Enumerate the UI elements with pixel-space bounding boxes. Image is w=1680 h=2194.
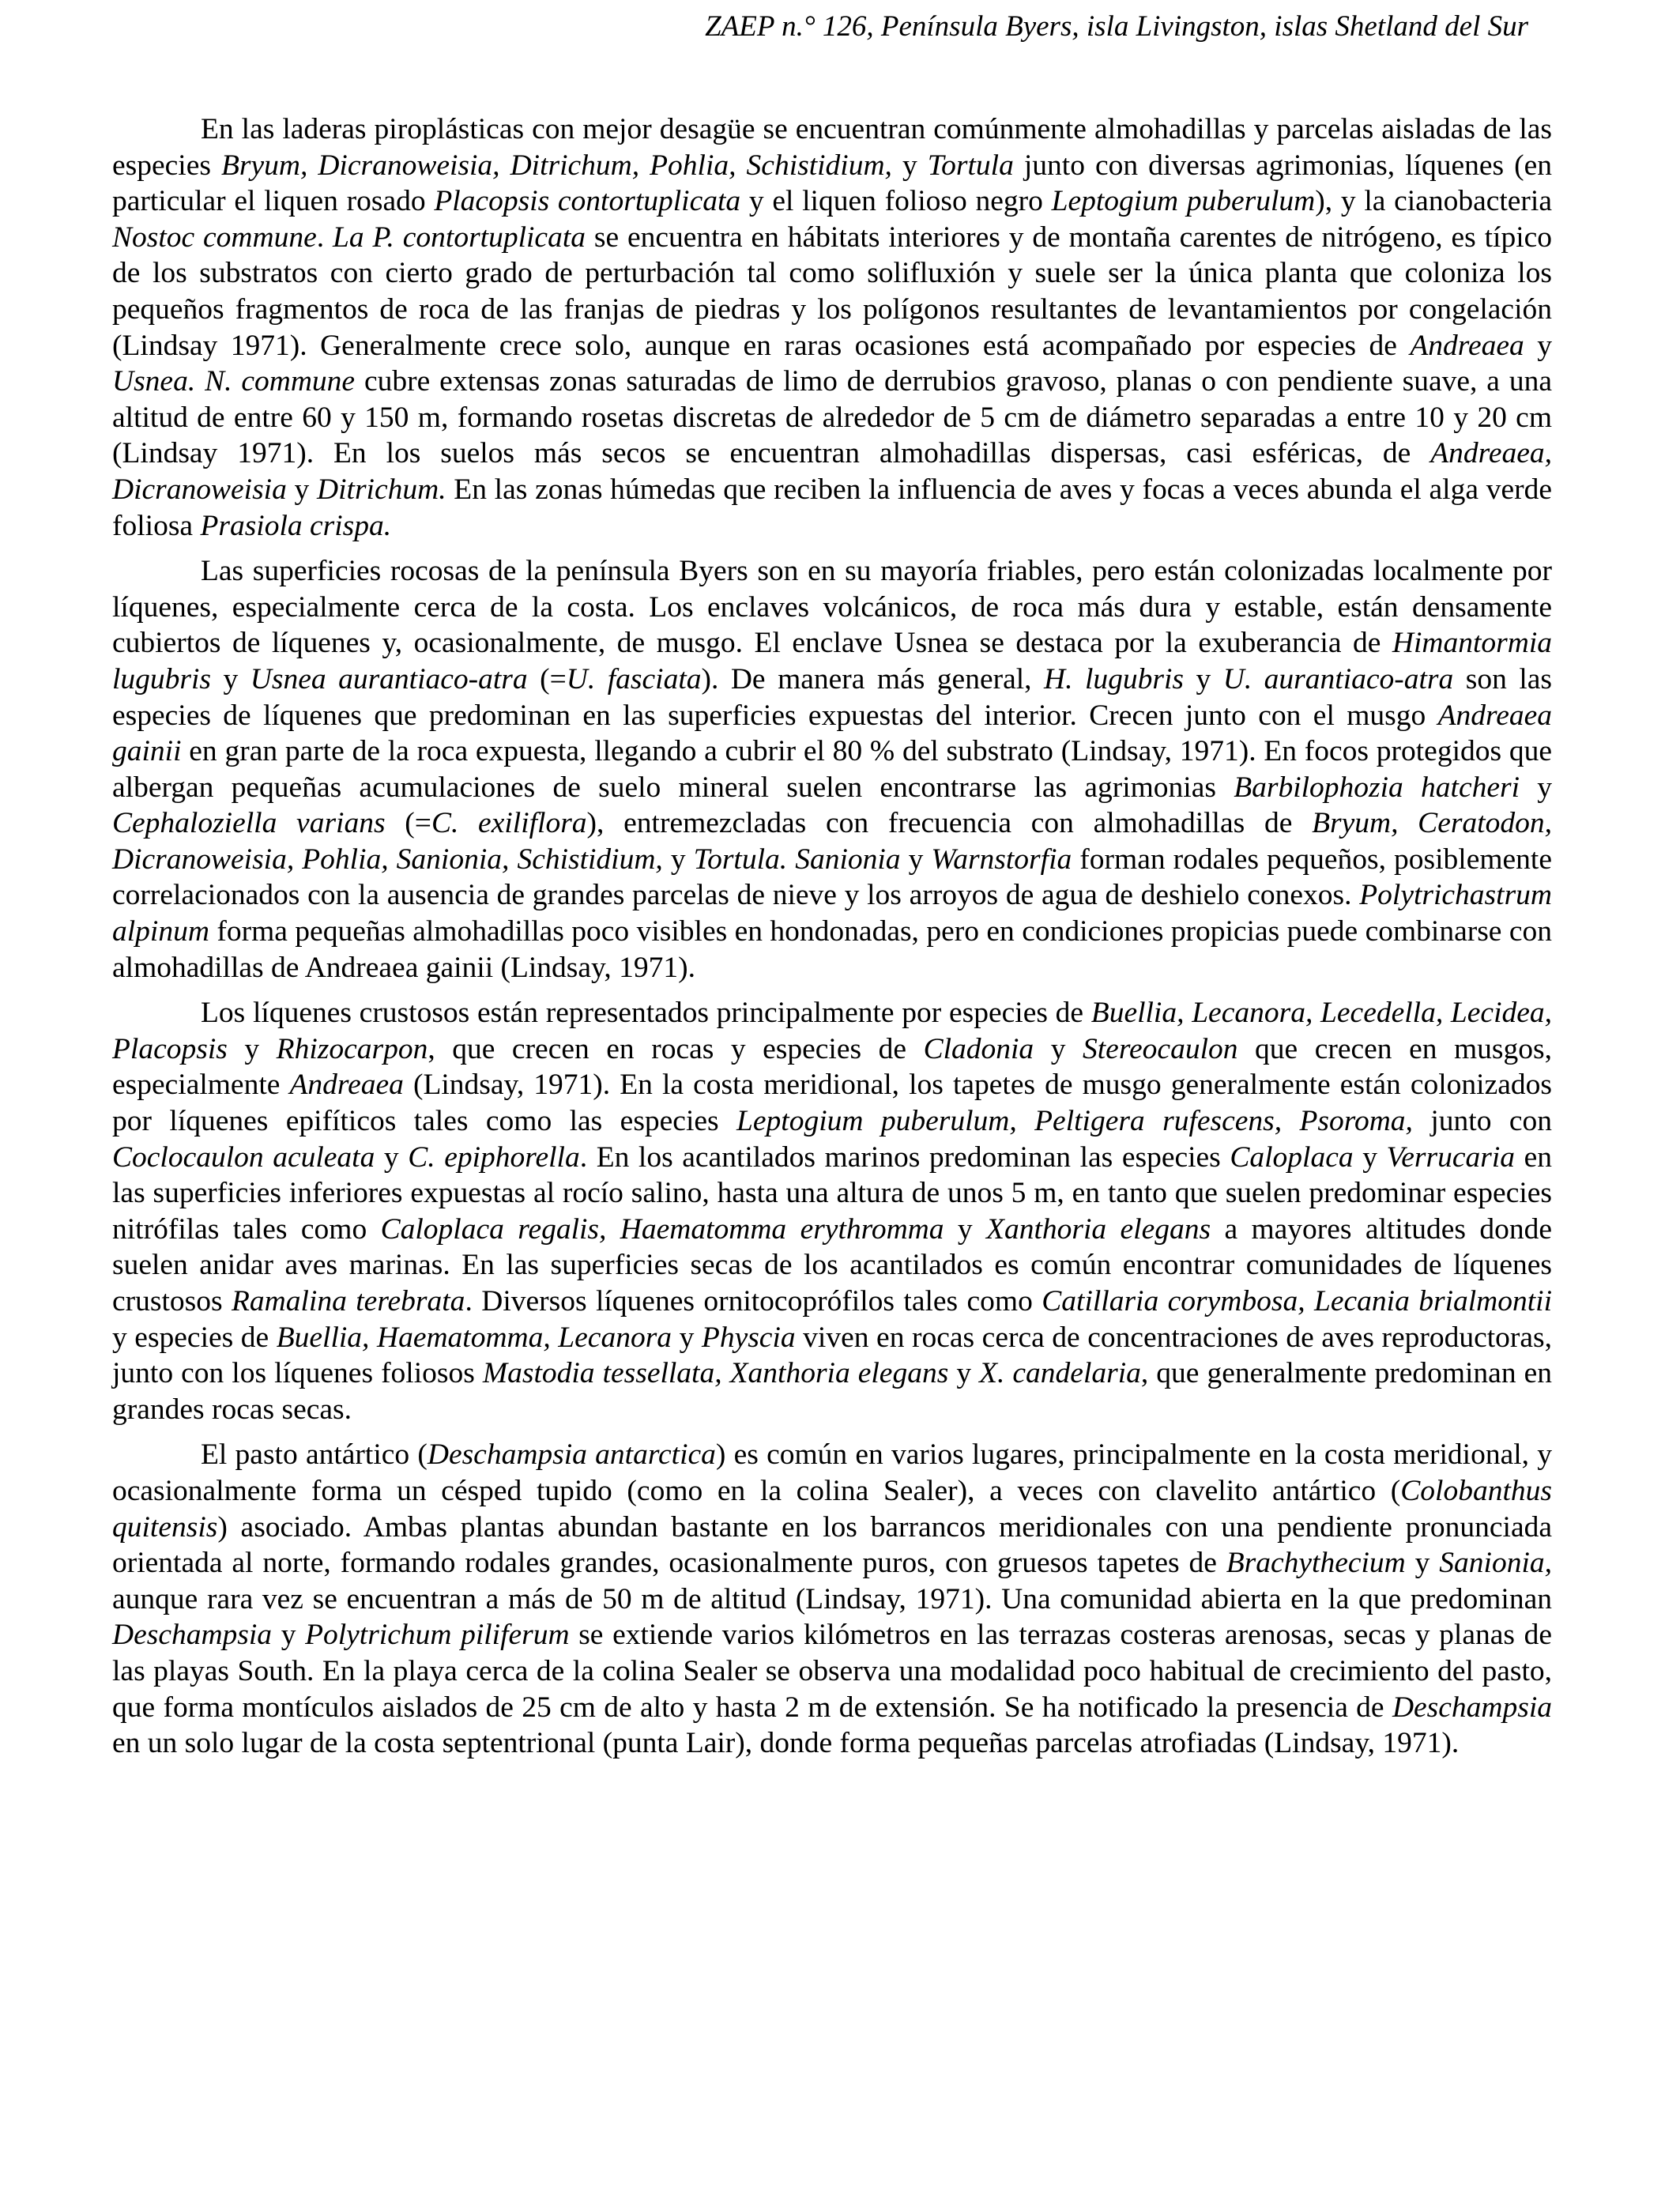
italic-term: Stereocaulon xyxy=(1083,1032,1238,1065)
italic-term: Cephaloziella varians xyxy=(112,807,386,840)
text-run: en un solo lugar de la costa septentrional (punta Lair), donde forma pequeñas parcelas atrofiadas (Lindsay, 1971). xyxy=(112,1727,1460,1760)
italic-term: Deschampsia antarctica xyxy=(427,1438,716,1472)
italic-term: Leptogium puberulum xyxy=(1051,185,1316,218)
italic-term: Tortula xyxy=(927,149,1014,182)
italic-term: Sanionia, xyxy=(1439,1547,1552,1580)
italic-term: Xanthoria elegans xyxy=(986,1212,1211,1246)
text-run: ), entremezcladas con frecuencia con almohadillas de xyxy=(586,807,1313,840)
text-run: y xyxy=(900,843,932,876)
paragraph xyxy=(112,1437,1552,1761)
italic-term: C. exiliflora xyxy=(431,807,587,840)
text-run: y xyxy=(286,473,318,506)
running-header: ZAEP n.° 126, Península Byers, isla Livingston, islas Shetland del Sur xyxy=(705,10,1528,43)
italic-term: Usnea. N. commune xyxy=(112,365,356,398)
text-run: . Diversos líquenes ornitocoprófilos tales como xyxy=(465,1285,1042,1318)
italic-term: Mastodia tessellata, Xanthoria elegans xyxy=(482,1357,949,1390)
text-run: Los líquenes crustosos están representados principalmente por especies de xyxy=(201,997,1091,1030)
text-run: y xyxy=(1524,329,1552,362)
text-run: Las superficies rocosas de la península Byers son en su mayoría friables, pero están colonizadas localmente por líquenes, especialmente cerca de la costa. Los enclaves volcánicos, de roca más dura y estable, están densamente cubiertos de líquenes y, ocasionalmente, de musgo. El enclave Usnea se destaca por la exuberancia de xyxy=(112,555,1552,660)
text-run: y xyxy=(1034,1032,1083,1065)
text-run: en gran parte de la roca expuesta, llegando a cubrir el 80 % del substrato (Lindsay, 1971). En focos protegidos que albergan pequeñas acumulaciones de suelo mineral suelen encontrarse las agrimonias xyxy=(112,735,1552,804)
text-run: y xyxy=(227,1032,277,1065)
italic-term: Ramalina terebrata xyxy=(232,1285,465,1318)
text-run: En las zonas húmedas que reciben la influencia de aves y focas a veces abunda el alga verde foliosa xyxy=(112,473,1552,542)
text-run: y xyxy=(1520,771,1553,804)
text-run: ) es común en varios lugares, principalmente en la costa meridional, y ocasionalmente forma un césped tupido (como en la colina Sealer), a veces con clavelito antártico ( xyxy=(112,1438,1552,1507)
text-run: se extiende varios kilómetros en las terrazas costeras arenosas, secas y planas de las playas South. En la playa cerca de la colina Sealer se observa una modalidad poco habitual de crecimiento del pasto, que forma montículos aislados de 25 cm de alto y hasta 2 m de extensión. Se ha notificado la presencia de xyxy=(112,1619,1552,1724)
text-run: se encuentra en hábitats interiores y de montaña carentes de nitrógeno, es típico de los substratos con cierto grado de perturbación tal como solifluxión y suele ser la única planta que coloniza los pequeños fragmentos de roca de las franjas de piedras y los polígonos resultantes de levantamientos por congelación (Lindsay 1971). Generalmente crece solo, aunque en raras ocasiones está acompañado por especies de xyxy=(112,221,1553,362)
italic-term: Barbilophozia hatcheri xyxy=(1234,771,1520,804)
text-run: y especies de xyxy=(112,1321,277,1354)
italic-term: Warnstorfia xyxy=(931,843,1072,876)
text-run: ), y la cianobacteria xyxy=(1315,185,1552,218)
italic-term: Physcia xyxy=(701,1321,796,1354)
italic-term: Caloplaca xyxy=(1230,1140,1354,1174)
italic-term: Bryum, Dicranoweisia, Ditrichum, Pohlia, Schistidium, xyxy=(220,149,892,182)
italic-term: Tortula. Sanionia xyxy=(693,843,901,876)
italic-term: U. aurantiaco-atra xyxy=(1222,662,1454,696)
italic-term: Bryum, Ceratodon, Dicranoweisia, Pohlia, Sanionia, Schistidium, xyxy=(112,807,1552,876)
text-run: (= xyxy=(527,662,567,696)
text-run: y xyxy=(891,149,928,182)
text-run: viven en rocas cerca de concentraciones de aves reproductoras, junto con los líquenes foliosos xyxy=(112,1321,1552,1390)
text-run: . xyxy=(316,221,333,254)
text-run: y xyxy=(272,1619,306,1652)
italic-term: Buellia, Lecanora, Lecedella, Lecidea, Placopsis xyxy=(112,997,1553,1065)
text-run: y xyxy=(211,662,250,696)
italic-term: Andreaea xyxy=(289,1069,404,1102)
italic-term: Deschampsia xyxy=(1392,1691,1552,1724)
text-run: El pasto antártico ( xyxy=(201,1438,428,1472)
text-run: que crecen en musgos, especialmente xyxy=(112,1032,1552,1102)
italic-term: Andreaea, Dicranoweisia xyxy=(112,437,1552,506)
italic-term: Buellia, Haematomma, Lecanora xyxy=(276,1321,672,1354)
italic-term: Polytrichum piliferum xyxy=(305,1619,570,1652)
text-run: en las superficies inferiores expuestas al rocío salino, hasta una altura de unos 5 m, en tanto que suelen predominar especies nitrófilas tales como xyxy=(112,1140,1553,1246)
paragraph xyxy=(112,111,1552,544)
italic-term: H. lugubris xyxy=(1044,662,1184,696)
text-run: cubre extensas zonas saturadas de limo de derrubios gravoso, planas o con pendiente suave, a una altitud de entre 60 y 150 m, formando rosetas discretas de alrededor de 5 cm de diámetro separadas a entre 10 y 20 cm (Lindsay 1971). En los suelos más secos se encuentran almohadillas dispersas, casi esféricas, de xyxy=(112,365,1552,470)
text-run: y xyxy=(672,1321,702,1354)
text-run: a mayores altitudes donde suelen anidar aves marinas. En las superficies secas de los acantilados es común encontrar comunidades de líquenes crustosos xyxy=(112,1212,1553,1318)
italic-term: Prasiola crispa. xyxy=(200,509,392,542)
text-run: y xyxy=(662,843,694,876)
italic-term: Ditrichum. xyxy=(317,473,446,506)
body-text xyxy=(112,111,1552,1771)
text-run: y xyxy=(375,1140,409,1174)
italic-term: Nostoc commune xyxy=(112,221,317,254)
text-run: ) asociado. Ambas plantas abundan bastante en los barrancos meridionales con una pendiente pronunciada orientada al norte, formando rodales grandes, ocasionalmente puros, con gruesos tapetes de xyxy=(112,1510,1552,1580)
italic-term: La P. contortuplicata xyxy=(332,221,586,254)
text-run: y xyxy=(1184,662,1223,696)
italic-term: Usnea aurantiaco-atra xyxy=(250,662,528,696)
text-run: forma pequeñas almohadillas poco visibles en hondonadas, pero en condiciones propicias puede combinarse con almohadillas de Andreaea gainii (Lindsay, 1971). xyxy=(112,915,1552,984)
text-run: junto con diversas agrimonias, líquenes (en particular el liquen rosado xyxy=(112,149,1552,218)
italic-term: Rhizocarpon xyxy=(276,1032,428,1065)
text-run: , que crecen en rocas y especies de xyxy=(428,1032,924,1065)
text-run: , que generalmente predominan en grandes rocas secas. xyxy=(112,1357,1552,1426)
text-run: (Lindsay, 1971). En la costa meridional, los tapetes de musgo generalmente están colonizados por líquenes epifíticos tales como las especies xyxy=(112,1069,1552,1138)
text-run: son las especies de líquenes que predominan en las superficies expuestas del interior. Crecen junto con el musgo xyxy=(112,662,1552,732)
italic-term: Deschampsia xyxy=(112,1619,273,1652)
italic-term: Coclocaulon aculeata xyxy=(112,1140,375,1174)
text-run: y xyxy=(1353,1140,1387,1174)
italic-term: C. epiphorella xyxy=(408,1140,580,1174)
italic-term: Andreaea gainii xyxy=(112,699,1552,768)
text-run: forman rodales pequeños, posiblemente correlacionados con la ausencia de grandes parcelas de nieve y los arroyos de agua de deshielo conexos. xyxy=(112,843,1552,912)
paragraph xyxy=(112,995,1552,1427)
paragraph xyxy=(112,553,1552,986)
text-run: ). De manera más general, xyxy=(701,662,1045,696)
text-run: aunque rara vez se encuentran a más de 50 m de altitud (Lindsay, 1971). Una comunidad abierta en la que predominan xyxy=(112,1582,1552,1615)
text-run: y xyxy=(948,1357,980,1390)
italic-term: Himantormia lugubris xyxy=(112,627,1552,696)
text-run: junto con xyxy=(1412,1105,1552,1138)
text-run: y xyxy=(944,1212,987,1246)
text-run: (= xyxy=(385,807,431,840)
text-run: y xyxy=(1405,1547,1440,1580)
italic-term: Andreaea xyxy=(1410,329,1524,362)
italic-term: Polytrichastrum alpinum xyxy=(112,879,1552,948)
text-run: . En los acantilados marinos predominan las especies xyxy=(579,1140,1230,1174)
italic-term: Catillaria corymbosa, Lecania brialmontii xyxy=(1042,1285,1553,1318)
text-run: En las laderas piroplásticas con mejor desagüe se encuentran comúnmente almohadillas y parcelas aisladas de las especies xyxy=(112,113,1552,182)
text-run: y el liquen folioso negro xyxy=(740,185,1052,218)
italic-term: Leptogium puberulum, Peltigera rufescens, Psoroma, xyxy=(736,1105,1413,1138)
italic-term: Verrucaria xyxy=(1386,1140,1516,1174)
italic-term: Caloplaca regalis, Haematomma erythromma xyxy=(380,1212,944,1246)
italic-term: Cladonia xyxy=(923,1032,1034,1065)
italic-term: Brachythecium xyxy=(1226,1547,1406,1580)
italic-term: Colobanthus quitensis xyxy=(112,1474,1552,1544)
italic-term: Placopsis contortuplicata xyxy=(434,185,741,218)
italic-term: X. candelaria xyxy=(979,1357,1141,1390)
italic-term: U. fasciata xyxy=(566,662,702,696)
